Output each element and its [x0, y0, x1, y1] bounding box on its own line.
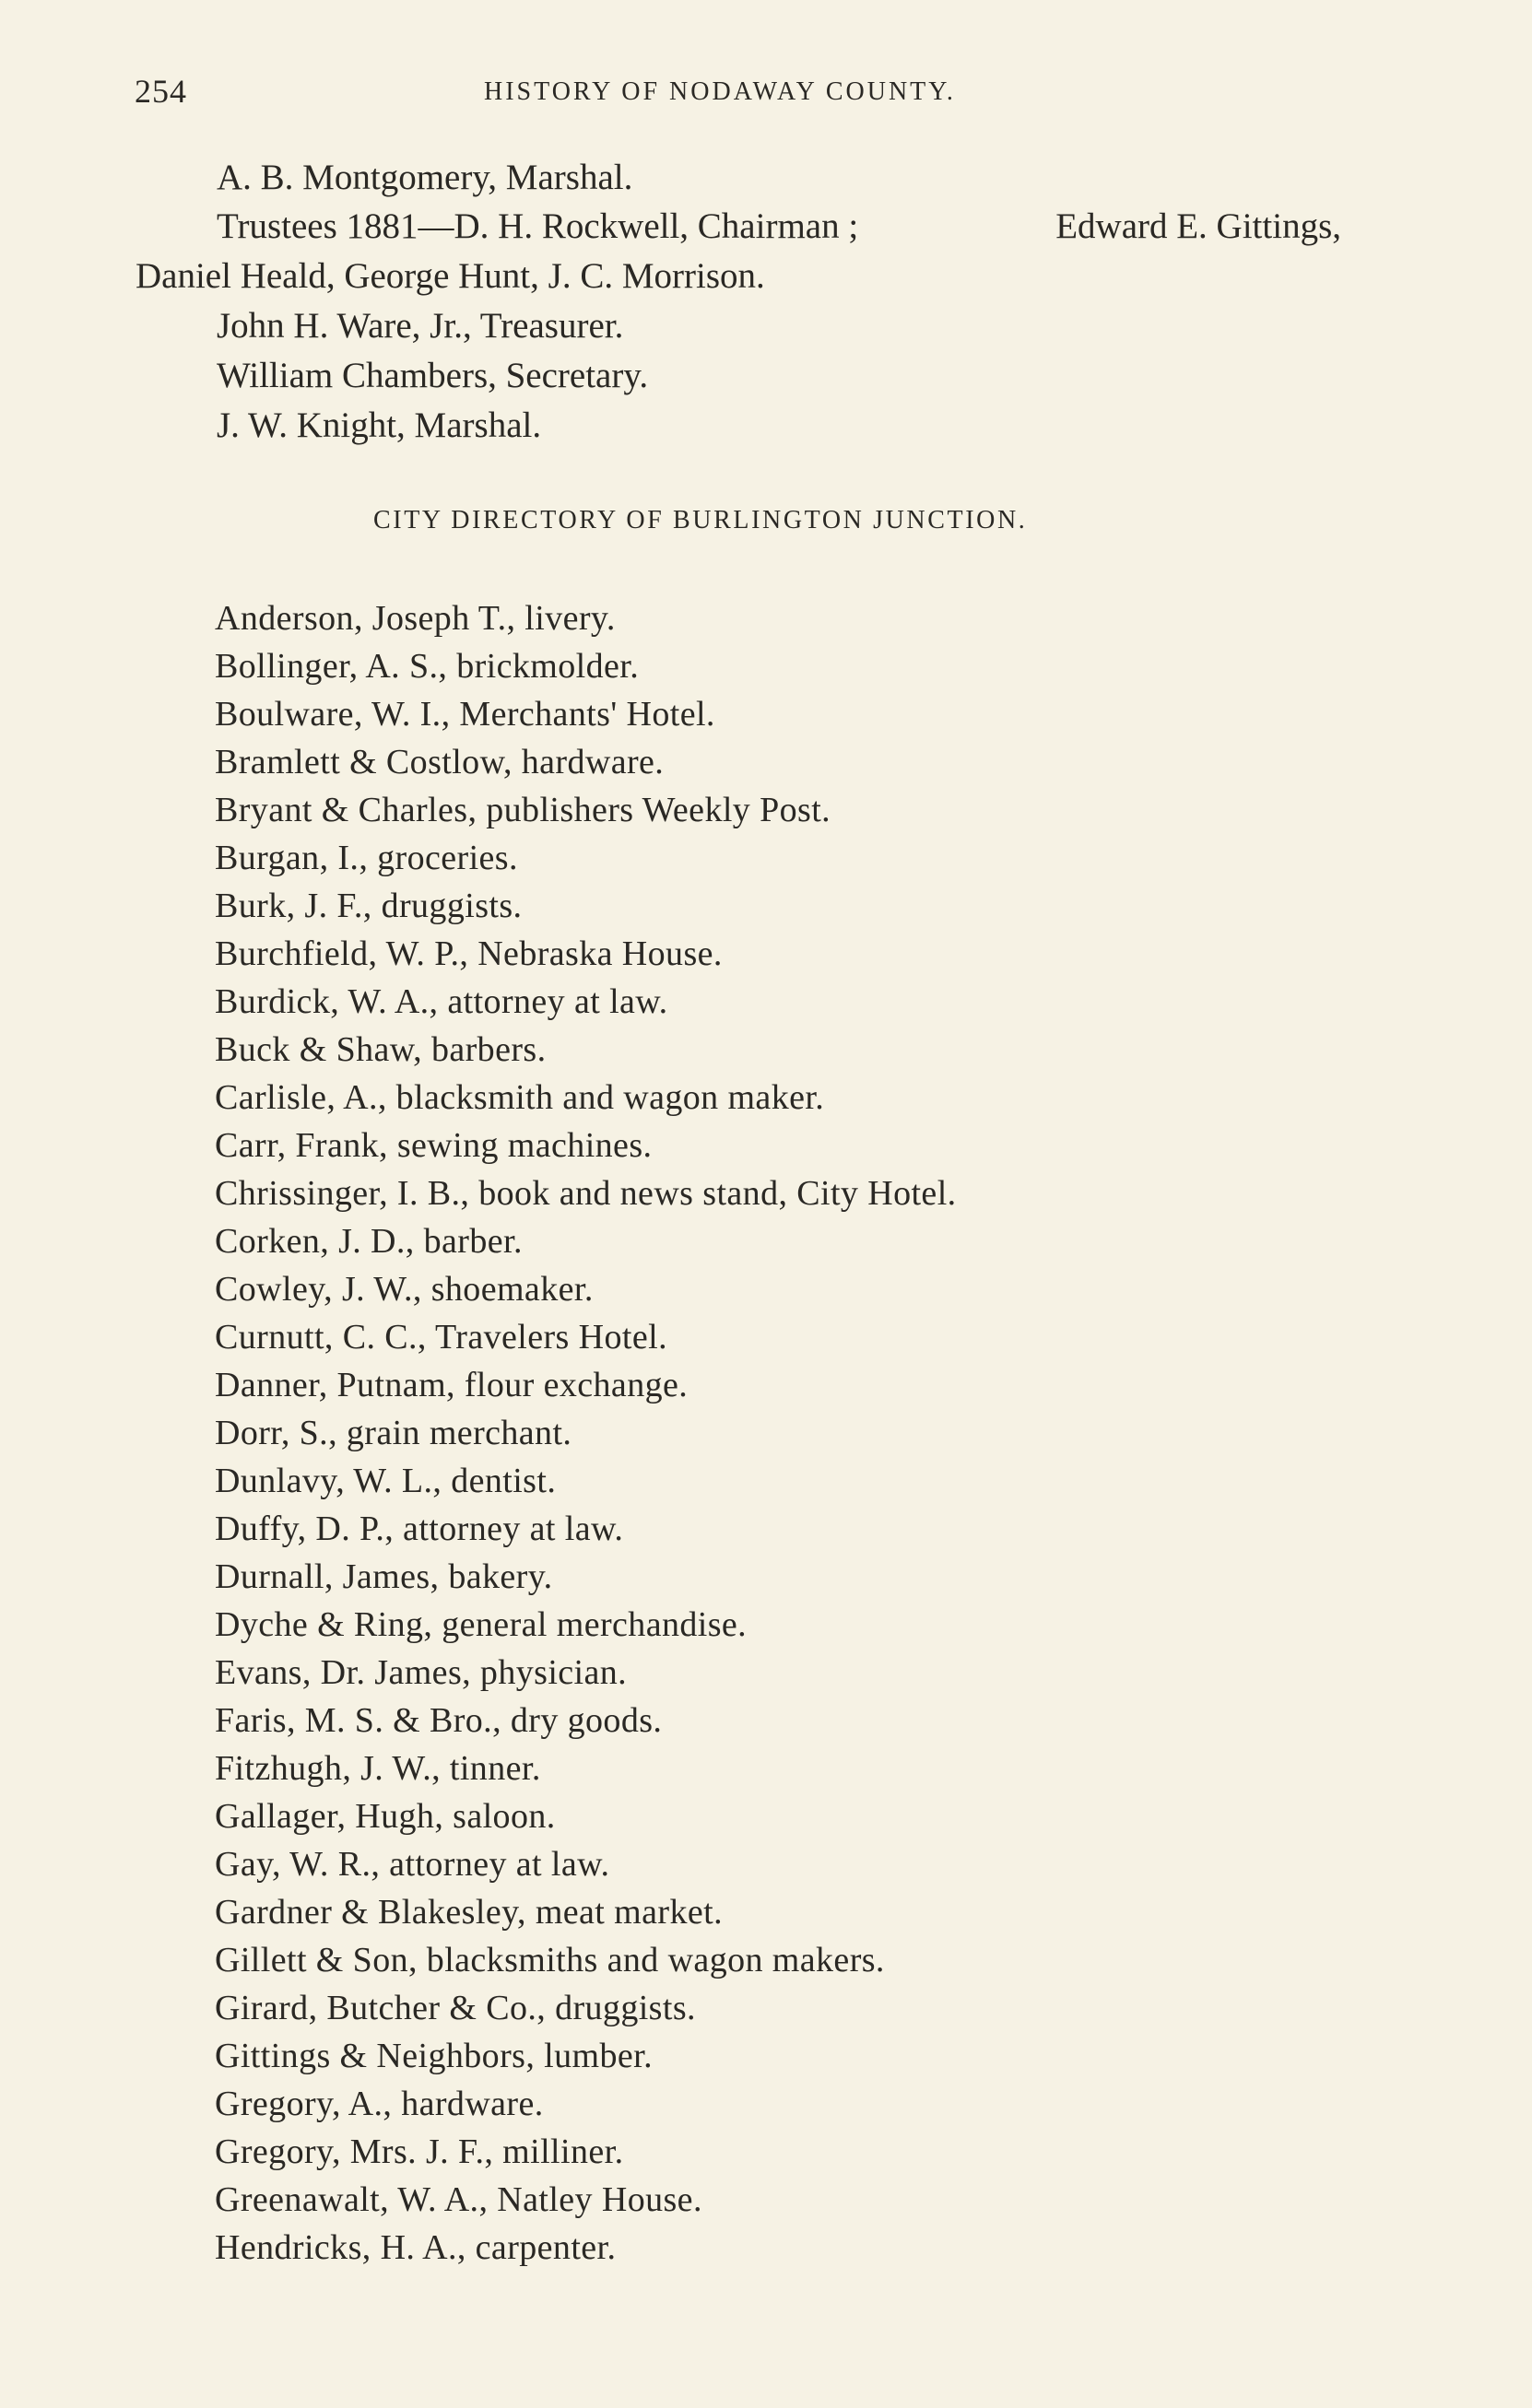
directory-entry: Faris, M. S. & Bro., dry goods.: [215, 1701, 663, 1740]
trustees-line: [217, 208, 1341, 244]
treasurer-line: John H. Ware, Jr., Treasurer.: [217, 306, 624, 346]
trustees-line-end: Edward E. Gittings,: [1055, 206, 1341, 246]
directory-entry: Carlisle, A., blacksmith and wagon maker.: [215, 1078, 825, 1117]
directory-entry: Fitzhugh, J. W., tinner.: [215, 1749, 541, 1788]
directory-entry: Cowley, J. W., shoemaker.: [215, 1270, 594, 1309]
directory-entry: Evans, Dr. James, physician.: [215, 1653, 628, 1692]
directory-entry: Gay, W. R., attorney at law.: [215, 1845, 610, 1884]
directory-entry: Duffy, D. P., attorney at law.: [215, 1509, 624, 1548]
directory-entry: Gregory, Mrs. J. F., milliner.: [215, 2132, 624, 2171]
marshal-line-montgomery: A. B. Montgomery, Marshal.: [217, 158, 633, 197]
directory-entry: Gittings & Neighbors, lumber.: [215, 2037, 653, 2075]
directory-entry: Girard, Butcher & Co., druggists.: [215, 1989, 696, 2027]
directory-heading: CITY DIRECTORY OF BURLINGTON JUNCTION.: [373, 506, 1028, 534]
directory-list: [215, 594, 957, 2272]
directory-entry: Bollinger, A. S., brickmolder.: [215, 647, 640, 686]
page-number: 254: [135, 73, 187, 110]
directory-entry: Gardner & Blakesley, meat market.: [215, 1893, 723, 1932]
directory-entry: Burdick, W. A., attorney at law.: [215, 982, 668, 1021]
directory-entry: Carr, Frank, sewing machines.: [215, 1126, 653, 1165]
directory-entry: Bryant & Charles, publishers Weekly Post.: [215, 791, 831, 829]
directory-entry: Chrissinger, I. B., book and news stand, City Hotel.: [215, 1174, 957, 1213]
directory-entry: Gillett & Son, blacksmiths and wagon makers.: [215, 1941, 885, 1979]
directory-entry: Curnutt, C. C., Travelers Hotel.: [215, 1318, 667, 1357]
directory-entry: Anderson, Joseph T., livery.: [215, 599, 616, 638]
directory-entry: Dorr, S., grain merchant.: [215, 1414, 572, 1452]
running-head: [0, 72, 1532, 118]
directory-entry: Burgan, I., groceries.: [215, 839, 518, 877]
directory-entry: Hendricks, H. A., carpenter.: [215, 2228, 617, 2267]
running-title: HISTORY OF NODAWAY COUNTY.: [484, 77, 956, 106]
directory-entry: Bramlett & Costlow, hardware.: [215, 743, 665, 781]
directory-entry: Gallager, Hugh, saloon.: [215, 1797, 556, 1836]
directory-entry: Burchfield, W. P., Nebraska House.: [215, 934, 723, 973]
directory-entry: Danner, Putnam, flour exchange.: [215, 1366, 689, 1404]
marshal-line-knight: J. W. Knight, Marshal.: [217, 405, 542, 445]
directory-entry: Durnall, James, bakery.: [215, 1557, 553, 1596]
directory-entry: Dunlavy, W. L., dentist.: [215, 1462, 557, 1500]
directory-entry: Dyche & Ring, general merchandise.: [215, 1605, 748, 1644]
directory-entry: Boulware, W. I., Merchants' Hotel.: [215, 695, 715, 734]
directory-entry: Gregory, A., hardware.: [215, 2085, 544, 2123]
directory-entry: Burk, J. F., druggists.: [215, 887, 523, 925]
directory-entry: Greenawalt, W. A., Natley House.: [215, 2180, 702, 2219]
secretary-line: William Chambers, Secretary.: [217, 356, 649, 395]
directory-entry: Buck & Shaw, barbers.: [215, 1030, 547, 1069]
directory-entry: Corken, J. D., barber.: [215, 1222, 523, 1261]
trustees-line-start: Trustees 1881—D. H. Rockwell, Chairman ;: [217, 206, 859, 246]
trustees-continuation: Daniel Heald, George Hunt, J. C. Morrison.: [136, 256, 765, 296]
